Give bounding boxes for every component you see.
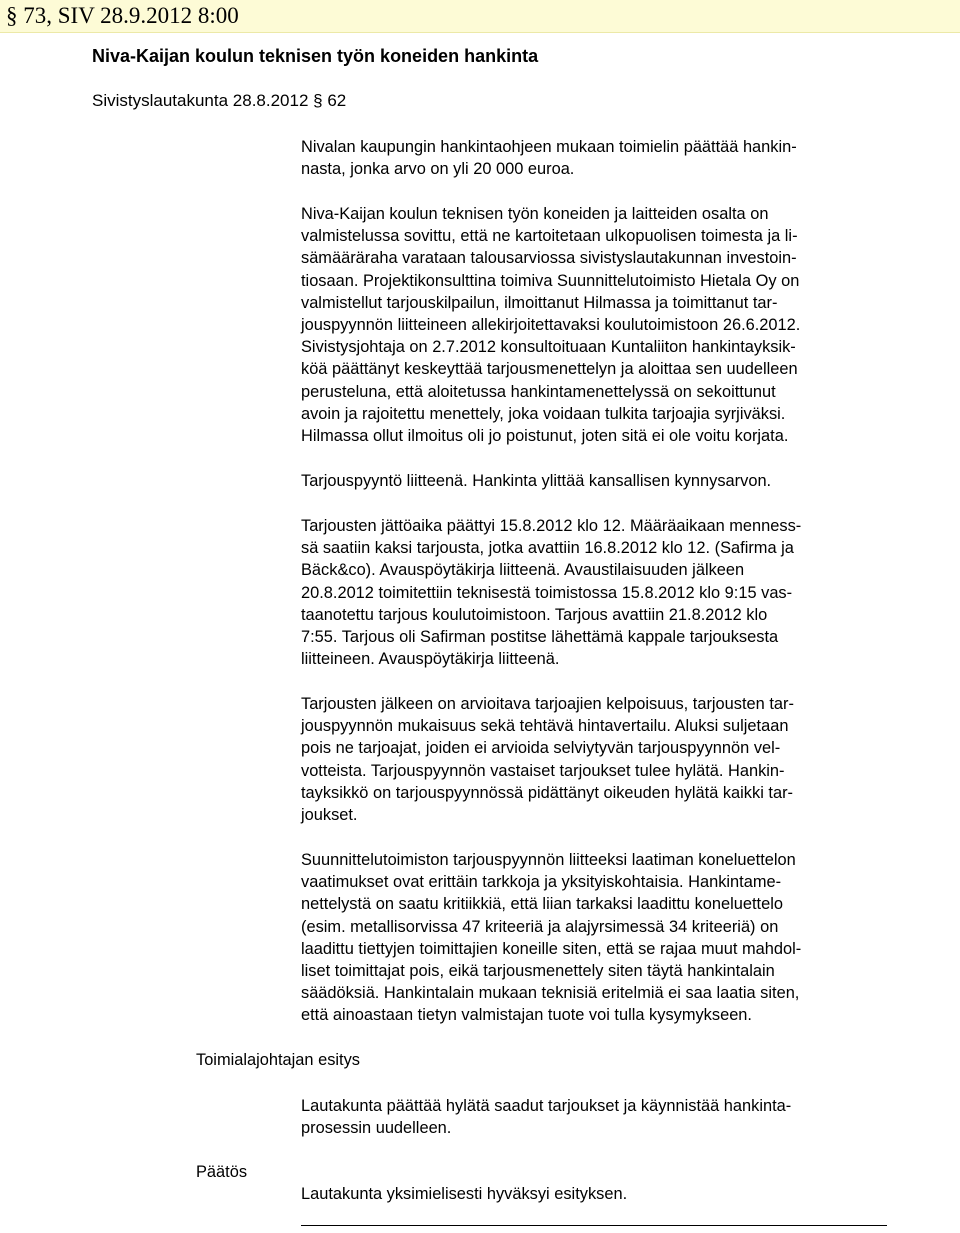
text-line: Niva-Kaijan koulun teknisen työn koneiden ja laitteiden osalta on: [301, 205, 769, 223]
paragraph-evaluation: [301, 693, 794, 826]
text-line: köä päättänyt keskeyttää tarjousmenettelyn ja aloittaa sen uudelleen: [301, 360, 798, 379]
section-header: § 73, SIV 28.9.2012 8:00: [6, 3, 239, 28]
text-line: nettelystä on saatu kritiikkiä, että liian tarkaksi laadittu koneluettelo: [301, 895, 783, 914]
text-line: Sivistysjohtaja on 2.7.2012 konsultoituaan Kuntaliiton hankintayksik-: [301, 338, 796, 357]
text-line: Tarjousten jälkeen on arvioitava tarjoajien kelpoisuus, tarjousten tar-: [301, 695, 794, 713]
paragraph-tenders-received: [301, 515, 801, 670]
proposal-text: [301, 1095, 791, 1139]
text-line: Hilmassa ollut ilmoitus oli jo poistunut, joten sitä ei ole voitu korjata.: [301, 427, 789, 446]
bottom-divider: [301, 1225, 887, 1226]
text-line: jouspyynnön liitteineen allekirjoitettavaksi koulutoimistoon 26.6.2012.: [301, 316, 801, 335]
text-line: votteista. Tarjouspyynnön vastaiset tarjoukset tulee hylätä. Hankin-: [301, 761, 785, 780]
meeting-reference: Sivistyslautakunta 28.8.2012 § 62: [92, 91, 347, 110]
decision-text: [301, 1183, 627, 1205]
section-header-bar: [0, 0, 960, 33]
text-line: tiosaan. Projektikonsulttina toimiva Suunnittelutoimisto Hietala Oy on: [301, 271, 800, 290]
text-line: jouspyynnön mukaisuus sekä tehtävä hintavertailu. Aluksi suljetaan: [301, 717, 789, 736]
text-line: sä saatiin kaksi tarjousta, jotka avattiin 16.8.2012 klo 12. (Safirma ja: [301, 539, 794, 558]
proposal-label: Toimialajohtajan esitys: [196, 1051, 360, 1069]
text-line: liitteineen. Avauspöytäkirja liitteenä.: [301, 650, 560, 669]
text-line: Nivalan kaupungin hankintaohjeen mukaan toimielin päättää hankin-: [301, 138, 797, 156]
text-line: 20.8.2012 toimitettiin teknisestä toimistossa 15.8.2012 klo 9:15 vas-: [301, 583, 793, 602]
text-line: joukset.: [301, 806, 358, 825]
text-line: nasta, jonka arvo on yli 20 000 euroa.: [301, 160, 575, 179]
text-line: laadittu tiettyjen toimittajien koneille siten, että se rajaa muut mahdol-: [301, 939, 802, 958]
text-line: Tarjousten jättöaika päättyi 15.8.2012 klo 12. Määräaikaan menness-: [301, 517, 802, 535]
text-line: Bäck&co). Avauspöytäkirja liitteenä. Avaustilaisuuden jälkeen: [301, 561, 745, 580]
text-line: Suunnittelutoimiston tarjouspyynnön liitteeksi laatiman koneluettelon: [301, 851, 796, 869]
document-title: Niva-Kaijan koulun teknisen työn koneiden hankinta: [92, 46, 539, 66]
text-line: vaatimukset ovat erittäin tarkkoja ja yksityiskohtaisia. Hankintame-: [301, 873, 782, 892]
text-line: Lautakunta päättää hylätä saadut tarjoukset ja käynnistää hankinta-: [301, 1097, 792, 1115]
decision-label: Päätös: [196, 1163, 248, 1181]
text-line: että ainoastaan tietyn valmistajan tuote voi tulla kysymykseen.: [301, 1006, 752, 1025]
text-line: tayksikkö on tarjouspyynnössä pidättänyt oikeuden hylätä kaikki tar-: [301, 783, 793, 802]
text-line: liset toimittajat pois, eikä tarjousmenettely siten täytä hankintalain: [301, 962, 775, 981]
text-line: säädöksiä. Hankintalain mukaan teknisiä eritelmiä ei saa laatia siten,: [301, 984, 800, 1003]
text-line: valmistellut tarjouskilpailun, ilmoittanut Hilmassa ja toimittanut tar-: [301, 293, 778, 312]
text-line: perusteluna, että aloitetussa hankintamenettelyssä on sekoittunut: [301, 382, 776, 401]
text-line: Lautakunta yksimielisesti hyväksyi esityksen.: [301, 1185, 628, 1203]
text-line: (esim. metallisorvissa 47 kriteeriä ja alajyrsimessä 34 kriteeriä) on: [301, 917, 779, 936]
text-line: valmistelussa sovittu, että ne kartoitetaan ulkopuolisen toimesta ja li-: [301, 227, 798, 246]
paragraph-procurement-rule: [301, 136, 797, 180]
text-line: avoin ja rajoitettu menettely, joka voidaan tulkita tarjoajia syrjiväksi.: [301, 404, 786, 423]
text-line: prosessin uudelleen.: [301, 1119, 452, 1138]
paragraph-background: [301, 203, 800, 447]
paragraph-specifications: [301, 849, 801, 1027]
text-line: 7:55. Tarjous oli Safirman postitse lähettämä kappale tarjouksesta: [301, 628, 779, 647]
text-line: Tarjouspyyntö liitteenä. Hankinta ylittää kansallisen kynnysarvon.: [301, 472, 772, 490]
text-line: sämääräraha varataan talousarviossa sivistyslautakunnan investoin-: [301, 249, 797, 268]
text-line: taanotettu tarjous koulutoimistoon. Tarjous avattiin 21.8.2012 klo: [301, 605, 768, 624]
text-line: pois ne tarjoajat, joiden ei arvioida selviytyvän tarjouspyynnön vel-: [301, 739, 781, 758]
paragraph-threshold: [301, 470, 771, 492]
